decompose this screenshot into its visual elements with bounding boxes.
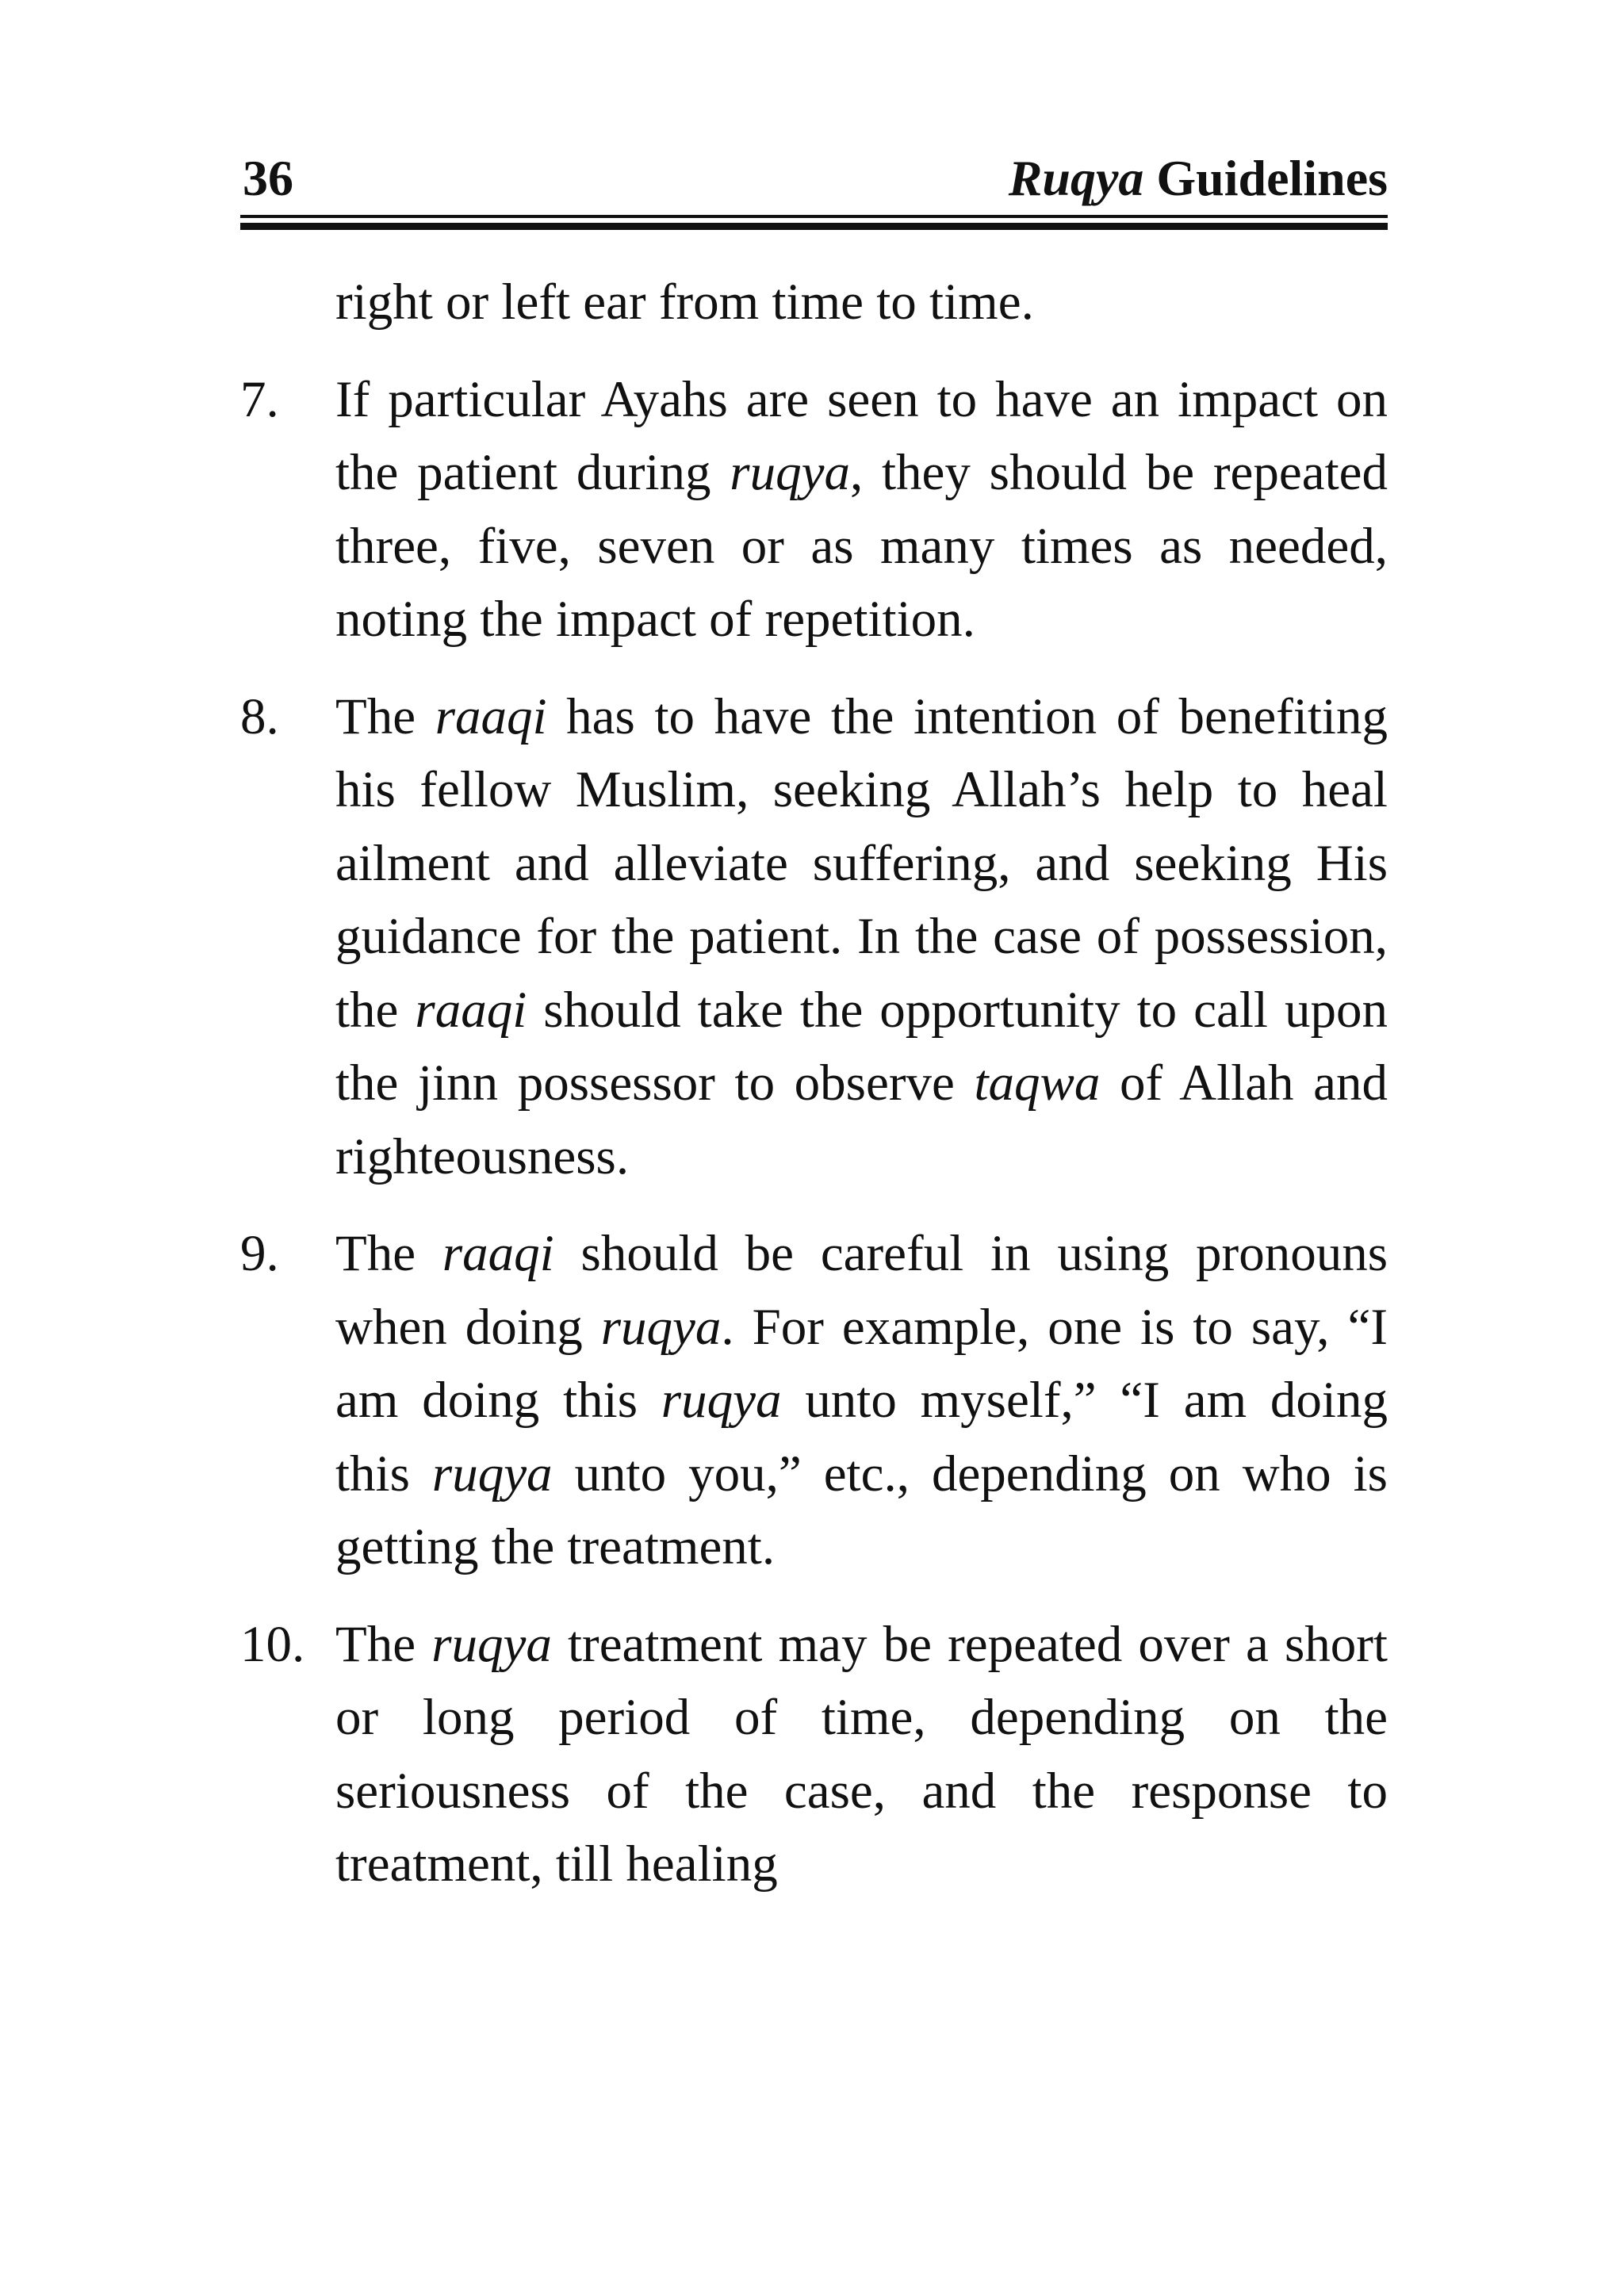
text-run: should be careful in using pronouns when doing xyxy=(335,1225,1388,1356)
item-text xyxy=(335,1217,1388,1584)
italic-term: ruqya xyxy=(661,1372,782,1429)
italic-term: ruqya xyxy=(431,1445,553,1503)
italic-term: taqwa xyxy=(974,1055,1101,1112)
italic-term: raaqi xyxy=(415,981,527,1039)
running-title-italic: Ruqya xyxy=(1008,150,1144,206)
item-number: 7. xyxy=(240,370,279,428)
italic-term: ruqya xyxy=(431,1615,552,1673)
body-text xyxy=(240,266,1388,1901)
text-run: The xyxy=(335,687,435,745)
item-text xyxy=(335,1608,1388,1901)
text-run: The xyxy=(335,1615,432,1673)
italic-term: ruqya xyxy=(600,1298,722,1356)
running-title-rest: Guidelines xyxy=(1143,150,1388,206)
list-item xyxy=(240,363,1388,657)
italic-term: raaqi xyxy=(435,687,547,745)
page-number: 36 xyxy=(243,150,293,206)
running-title xyxy=(1009,147,1388,210)
text-run: unto you,” etc., depending on who is getting the treatment. xyxy=(335,1445,1388,1575)
item-number: 10. xyxy=(240,1615,305,1673)
item-number: 9. xyxy=(240,1225,279,1282)
book-page xyxy=(240,147,1388,1893)
item-text xyxy=(335,680,1388,1194)
item-number: 8. xyxy=(240,687,279,745)
text-run: . For example, one is to say, “I am doing this xyxy=(335,1298,1388,1429)
text-run: If particular Ayahs are seen to have an impact on the patient during xyxy=(335,370,1388,501)
italic-term: raaqi xyxy=(442,1225,554,1282)
text-run: treatment may be repeated over a short or long period of time, depending on the seriousness of the case, and the response to treatment, till healing xyxy=(335,1615,1388,1893)
continuation-paragraph: right or left ear from time to time. xyxy=(335,274,1034,331)
header-rule-thick xyxy=(240,223,1388,230)
item-text xyxy=(335,363,1388,657)
list-item xyxy=(240,1608,1388,1901)
text-run: should take the opportunity to call upon the jinn possessor to observe xyxy=(335,981,1388,1112)
text-run: has to have the intention of benefiting his fellow Muslim, seeking Allah’s help to heal ailment and alleviate suffering, and seeking His guidance for the patient. In the case of possession, the xyxy=(335,687,1388,1039)
running-header xyxy=(240,147,1388,210)
header-rule-thin xyxy=(240,215,1388,218)
text-run: of Allah and righteousness. xyxy=(335,1055,1388,1185)
italic-term: ruqya xyxy=(730,444,850,501)
list-item xyxy=(240,1217,1388,1584)
text-run: The xyxy=(335,1225,442,1282)
text-run: unto myself,” “I am doing this xyxy=(335,1372,1388,1503)
text-run: , they should be repeated three, five, seven or as many times as needed, noting the impact of repetition. xyxy=(335,444,1388,648)
list-item xyxy=(240,680,1388,1194)
